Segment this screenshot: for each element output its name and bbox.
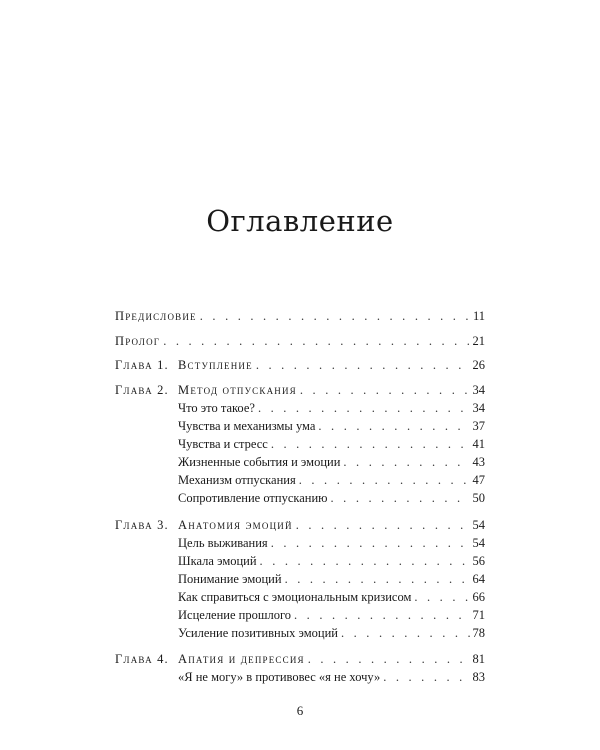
toc-entry-chapter-1[interactable] [115,358,485,375]
toc-entry-title: Шкала эмоций [178,554,257,568]
dot-leader [296,518,470,533]
toc-entry-title: Апатия и депрессия [178,652,305,666]
toc-entry-section[interactable] [178,626,485,643]
toc-entry-title: Что это такое? [178,401,255,415]
toc-entry-title: Понимание эмоций [178,572,282,586]
toc-page-number: 11 [472,309,485,323]
dot-leader [331,491,470,506]
toc-entry-title: Предисловие [115,309,197,323]
toc-entry-section[interactable] [178,491,485,508]
toc-page-number: 43 [472,455,485,469]
toc-entry-title: Чувства и механизмы ума [178,419,316,433]
toc-page-number: 83 [472,670,485,684]
toc-entry-title: Исцеление прошлого [178,608,292,622]
toc-page-number: 64 [472,572,485,586]
toc-entry-title: Жизненные события и эмоции [178,455,341,469]
toc-entry-chapter-4[interactable] [115,652,485,669]
chapter-label: Глава 2. [115,383,169,397]
toc-entry-title: Механизм отпускания [178,473,296,487]
toc-entry-section[interactable] [178,455,485,472]
toc-page-number: 50 [472,491,485,505]
dot-leader [299,473,470,488]
dot-leader [260,554,470,569]
dot-leader [414,590,469,605]
dot-leader [308,652,470,667]
toc-entry-chapter-3[interactable] [115,518,485,535]
toc-page-number: 56 [472,554,485,568]
toc-page-number: 66 [472,590,485,604]
toc-page-number: 54 [472,518,485,532]
dot-leader [271,536,470,551]
toc-entry-title: «Я не могу» в противовес «я не хочу» [178,670,381,684]
toc-page-number: 37 [472,419,485,433]
toc-page-number: 34 [472,401,485,415]
page-number: 6 [296,703,304,718]
toc-entry-title: Как справиться с эмоциональным кризисом [178,590,412,604]
toc-page-number: 21 [472,334,485,348]
toc-page-number: 78 [472,626,485,640]
toc-page-number: 41 [472,437,485,451]
toc-entry-section[interactable] [178,437,485,454]
toc-entry-title: Сопротивление отпусканию [178,491,328,505]
toc-entry-title: Вступление [178,358,253,372]
toc-entry-chapter-2[interactable] [115,383,485,400]
dot-leader [200,309,470,324]
toc-entry-section[interactable] [178,554,485,571]
toc-page-number: 71 [472,608,485,622]
toc-entry-section[interactable] [178,401,485,418]
dot-leader [256,358,470,373]
toc-page-number: 47 [472,473,485,487]
toc-entry-section[interactable] [178,670,485,687]
toc-entry-section[interactable] [178,536,485,553]
dot-leader [300,383,470,398]
dot-leader [271,437,470,452]
toc-entry-title: Усиление позитивных эмоций [178,626,338,640]
toc-page-number: 34 [472,383,485,397]
dot-leader [258,401,470,416]
toc-entry-preface[interactable] [115,309,485,326]
toc-entry-section[interactable] [178,473,485,490]
toc-entry-title: Пролог [115,334,161,348]
toc-entry-prologue[interactable] [115,334,485,351]
dot-leader [294,608,469,623]
toc-entry-title: Чувства и стресс [178,437,268,451]
dot-leader [163,334,469,349]
dot-leader [285,572,470,587]
chapter-label: Глава 4. [115,652,169,666]
page-title: Оглавление [206,204,394,238]
dot-leader [341,626,470,641]
toc-entry-section[interactable] [178,608,485,625]
toc-page-number: 81 [472,652,485,666]
toc-entry-title: Анатомия эмоций [178,518,293,532]
toc-page-number: 26 [472,358,485,372]
chapter-label: Глава 1. [115,358,169,372]
dot-leader [343,455,469,470]
dot-leader [318,419,469,434]
toc-entry-section[interactable] [178,572,485,589]
toc-entry-title: Цель выживания [178,536,268,550]
chapter-label: Глава 3. [115,518,169,532]
toc-entry-title: Метод отпускания [178,383,297,397]
toc-entry-section[interactable] [178,419,485,436]
toc-entry-section[interactable] [178,590,485,607]
dot-leader [383,670,469,685]
toc-page-number: 54 [472,536,485,550]
